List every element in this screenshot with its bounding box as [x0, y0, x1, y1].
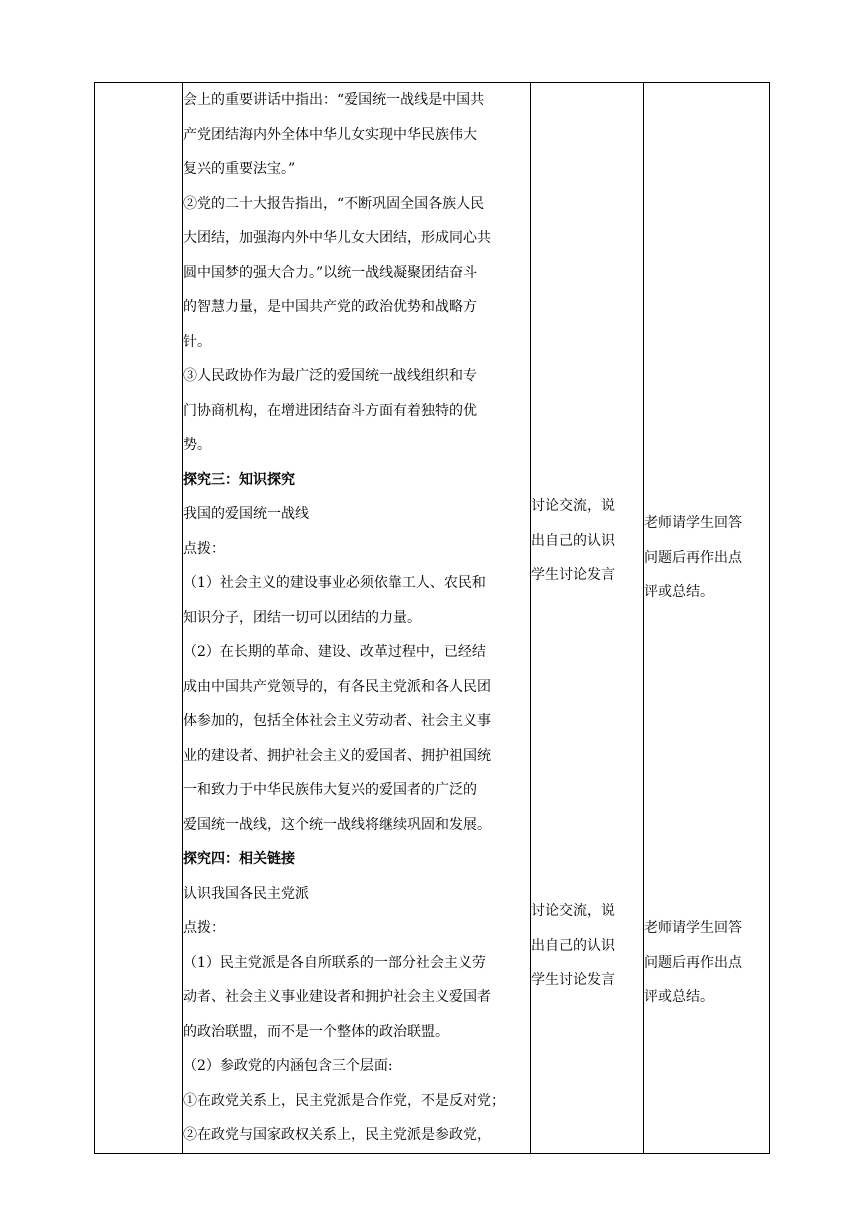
teacher-activity-line: 老师请学生回答	[644, 515, 742, 531]
content-line: ③人民政协作为最广泛的爱国统一战线组织和专	[183, 368, 477, 384]
student-activity	[531, 489, 615, 593]
content-line: 会上的重要讲话中指出：“爱国统一战线是中国共	[183, 92, 485, 108]
empty-first-column	[95, 83, 183, 1154]
teacher-activity-column	[644, 83, 770, 1154]
student-activity-line: 学生讨论发言	[531, 972, 615, 988]
content-column	[183, 83, 531, 1154]
teacher-activity-blocks	[644, 83, 769, 1153]
content-line: 知识分子，团结一切可以团结的力量。	[183, 609, 421, 626]
content-line: 业的建设者、拥护社会主义的爱国者、拥护祖国统	[183, 747, 491, 764]
student-activity-column	[531, 83, 644, 1154]
content-line: 势。	[183, 437, 211, 453]
teacher-activity-line: 问题后再作出点	[644, 954, 742, 971]
content-line: 产党团结海内外全体中华儿女实现中华民族伟大	[183, 126, 477, 143]
content-line: 一和致力于中华民族伟大复兴的爱国者的广泛的	[183, 782, 477, 798]
lesson-table	[94, 82, 770, 1154]
content-line: （2）在长期的革命、建设、改革过程中，已经结	[183, 644, 486, 660]
content-line: ①在政党关系上，民主党派是合作党，不是反对党；	[183, 1092, 505, 1109]
teacher-activity-line: 评或总结。	[644, 989, 714, 1005]
teacher-activity-line: 老师请学生回答	[644, 920, 742, 936]
content-line: 的智慧力量，是中国共产党的政治优势和战略方	[183, 299, 477, 315]
teacher-activity	[644, 911, 742, 1015]
content-line: 复兴的重要法宝。”	[183, 161, 296, 177]
section-heading: 探究四：相关链接	[183, 851, 295, 867]
content-line: （1）民主党派是各自所联系的一部分社会主义劳	[183, 954, 486, 971]
content-line: 点拨：	[183, 920, 225, 936]
content-line: 圆中国梦的强大合力。”以统一战线凝聚团结奋斗	[183, 264, 478, 281]
content-line: 大团结，加强海内外中华儿女大团结，形成同心共	[183, 230, 491, 246]
student-activity-line: 出自己的认识	[531, 532, 615, 549]
content-line: 成由中国共产党领导的，有各民主党派和各人民团	[183, 678, 491, 695]
teacher-activity-line: 问题后再作出点	[644, 549, 742, 566]
content-line: ②在政党与国家政权关系上，民主党派是参政党，	[183, 1127, 491, 1143]
student-activity-line: 学生讨论发言	[531, 567, 615, 583]
content-line: 体参加的，包括全体社会主义劳动者、社会主义事	[183, 713, 491, 729]
content-line: ②党的二十大报告指出，“不断巩固全国各族人民	[183, 195, 485, 212]
content-line: 针。	[183, 333, 211, 350]
content-line: 爱国统一战线，这个统一战线将继续巩固和发展。	[183, 816, 491, 833]
student-activity-line: 出自己的认识	[531, 937, 615, 954]
student-activity-line: 讨论交流，说	[531, 903, 615, 919]
table-row	[95, 83, 770, 1154]
section-heading: 探究三：知识探究	[183, 471, 295, 488]
teacher-activity	[644, 506, 742, 610]
student-activity	[531, 894, 615, 998]
content-line: 的政治联盟，而不是一个整体的政治联盟。	[183, 1023, 449, 1040]
student-activity-blocks	[531, 83, 643, 1153]
content-line: 动者、社会主义事业建设者和拥护社会主义爱国者	[183, 989, 491, 1005]
teacher-activity-line: 评或总结。	[644, 584, 714, 600]
content-line: 门协商机构，在增进团结奋斗方面有着独特的优	[183, 402, 477, 419]
student-activity-line: 讨论交流，说	[531, 498, 615, 514]
content-line: （1）社会主义的建设事业必须依靠工人、农民和	[183, 575, 486, 591]
content-line: 认识我国各民主党派	[183, 885, 309, 902]
content-line: 点拨：	[183, 540, 225, 557]
content-line: 我国的爱国统一战线	[183, 506, 309, 522]
content-line: （2）参政党的内涵包含三个层面:	[183, 1058, 393, 1074]
content-lines	[183, 83, 530, 1153]
